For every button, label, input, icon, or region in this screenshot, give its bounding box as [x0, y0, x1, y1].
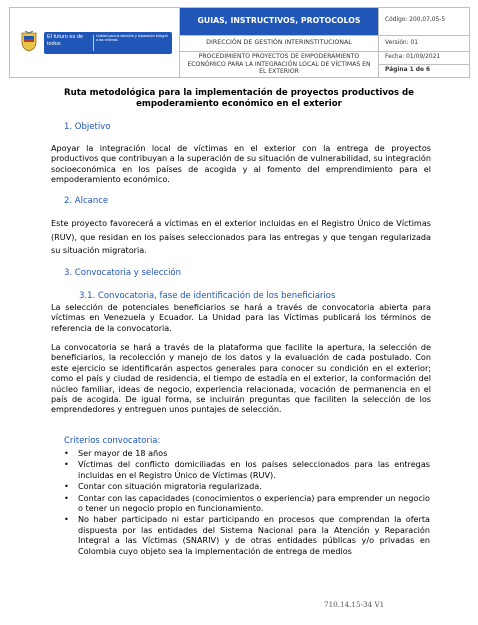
- procedure-name: PROCEDIMIENTO PROYECTOS DE EMPODERAMIENTO ECONÓMICO PARA LA INTEGRACIÓN LOCAL DE VÍCTIMAS EN EL EXTERIOR: [187, 53, 371, 76]
- criteria-text: Contar con situación migratoria regularizada.: [78, 481, 262, 492]
- logo-banner: [44, 32, 172, 54]
- page-cell: [379, 64, 469, 77]
- logo-sub-text: Unidad para la atención y reparación integral a las víctimas: [96, 34, 168, 43]
- page-number: 1: [409, 67, 414, 73]
- section-3-1-heading: 3.1. Convocatoria, fase de identificación de los beneficiarios: [79, 291, 336, 301]
- logo-divider: [93, 35, 94, 51]
- bullet-icon: •: [64, 481, 69, 492]
- bullet-icon: •: [64, 459, 69, 470]
- document-version: Versión: 01: [385, 40, 419, 46]
- criteria-text: Ser mayor de 18 años: [78, 448, 168, 458]
- bullet-icon: •: [64, 514, 69, 525]
- criteria-text: Contar con las capacidades (conocimientos o experiencia) para emprender un negocio o tener un negocio propio en funcionamiento.: [78, 492, 430, 514]
- criteria-item: [64, 459, 430, 480]
- criteria-item: [64, 448, 430, 458]
- criteria-heading: Criterios convocatoria:: [64, 436, 161, 446]
- page-separator: de: [413, 67, 427, 73]
- document-title: Ruta metodológica para la implementación de proyectos productivos de empoderamiento económico en el exterior: [64, 88, 414, 109]
- logo-main-text: El futuro es de todos: [47, 34, 84, 47]
- section-3-1-text: La selección de potenciales beneficiarios se hará a través de convocatoria abierta para víctimas en Venezuela y Ecuador. La Unidad para las Víctimas publicará los términos de referencia de la convocatoria.: [51, 302, 431, 333]
- section-2-text: Este proyecto favorecerá a víctimas en el exterior incluidas en el Registro Único de Víctimas (RUV), que residan en los países seleccionados para las entregas y que tengan regularizada su situación migratoria.: [51, 218, 431, 255]
- date-cell: [379, 51, 469, 64]
- page-prefix: Página: [385, 67, 410, 73]
- criteria-item: [64, 514, 430, 556]
- document-code: Código: 200,07,05-5: [385, 17, 446, 23]
- bullet-icon: •: [64, 492, 69, 503]
- department-name: DIRECCIÓN DE GESTIÓN INTERINSTITUCIONAL: [206, 39, 352, 46]
- criteria-text: No haber participado ni estar participando en procesos que comprendan la oferta dispuesta por las entidades del Sistema Nacional para la Atención y Reparación Integral a las Víctimas (SNARIV) y de otras entidades públicas y/o privadas en Colombia cuyo objeto sea la implementación de entrega de medios: [78, 514, 430, 556]
- section-3-heading: 3. Convocatoria y selección: [64, 268, 182, 278]
- page-indicator: [385, 67, 430, 73]
- document-date: Fecha: 01/09/2021: [385, 54, 441, 60]
- coat-of-arms-icon: [20, 30, 38, 52]
- logo-cell: [10, 8, 180, 77]
- section-1-heading: 1. Objetivo: [64, 122, 111, 132]
- header-title-bar: [180, 8, 379, 35]
- criteria-text: Víctimas del conflicto domiciliadas en los países seleccionados para las entregas incluidas en el Registro Único de Víctimas (RUV).: [78, 459, 430, 480]
- procedure-cell: [180, 51, 379, 77]
- section-3-1-text-2: La convocatoria se hará a través de la plataforma que facilite la apertura, la selección de beneficiarios, la recolección y manejo de los datos y la evaluación de cada postulado. Con este ejercicio se identificarán aspectos generales para conocer su condición en el exterior; como el país y ciudad de residencia, el tiempo de estadía en el exterior, la conformación del núcleo familiar, ideas de negocio, experiencia relacionada, vocación de permanencia en el país de acogida. De igual forma, se incluirán preguntas que faciliten la selección de los emprendedores y entreguen unos puntajes de selección.: [51, 342, 431, 415]
- section-1-text: Apoyar la integración local de víctimas en el exterior con la entrega de proyectos productivos que contribuyan a la superación de su situación de vulnerabilidad, su integración socioeconómica en los países de acogida y al fomento del emprendimiento para el empoderamiento económico.: [51, 143, 432, 185]
- department-cell: [180, 35, 379, 51]
- page-total: 6: [426, 67, 431, 73]
- version-cell: [379, 35, 469, 51]
- criteria-list: [64, 448, 430, 557]
- document-header: [9, 7, 470, 78]
- code-cell: [379, 8, 469, 35]
- bullet-icon: •: [64, 448, 69, 458]
- criteria-item: [64, 481, 430, 491]
- header-title: GUIAS, INSTRUCTIVOS, PROTOCOLOS: [197, 16, 361, 25]
- section-2-heading: 2. Alcance: [64, 196, 109, 206]
- criteria-item: [64, 493, 430, 514]
- footer-code: 710.14.15-34 V1: [324, 600, 385, 609]
